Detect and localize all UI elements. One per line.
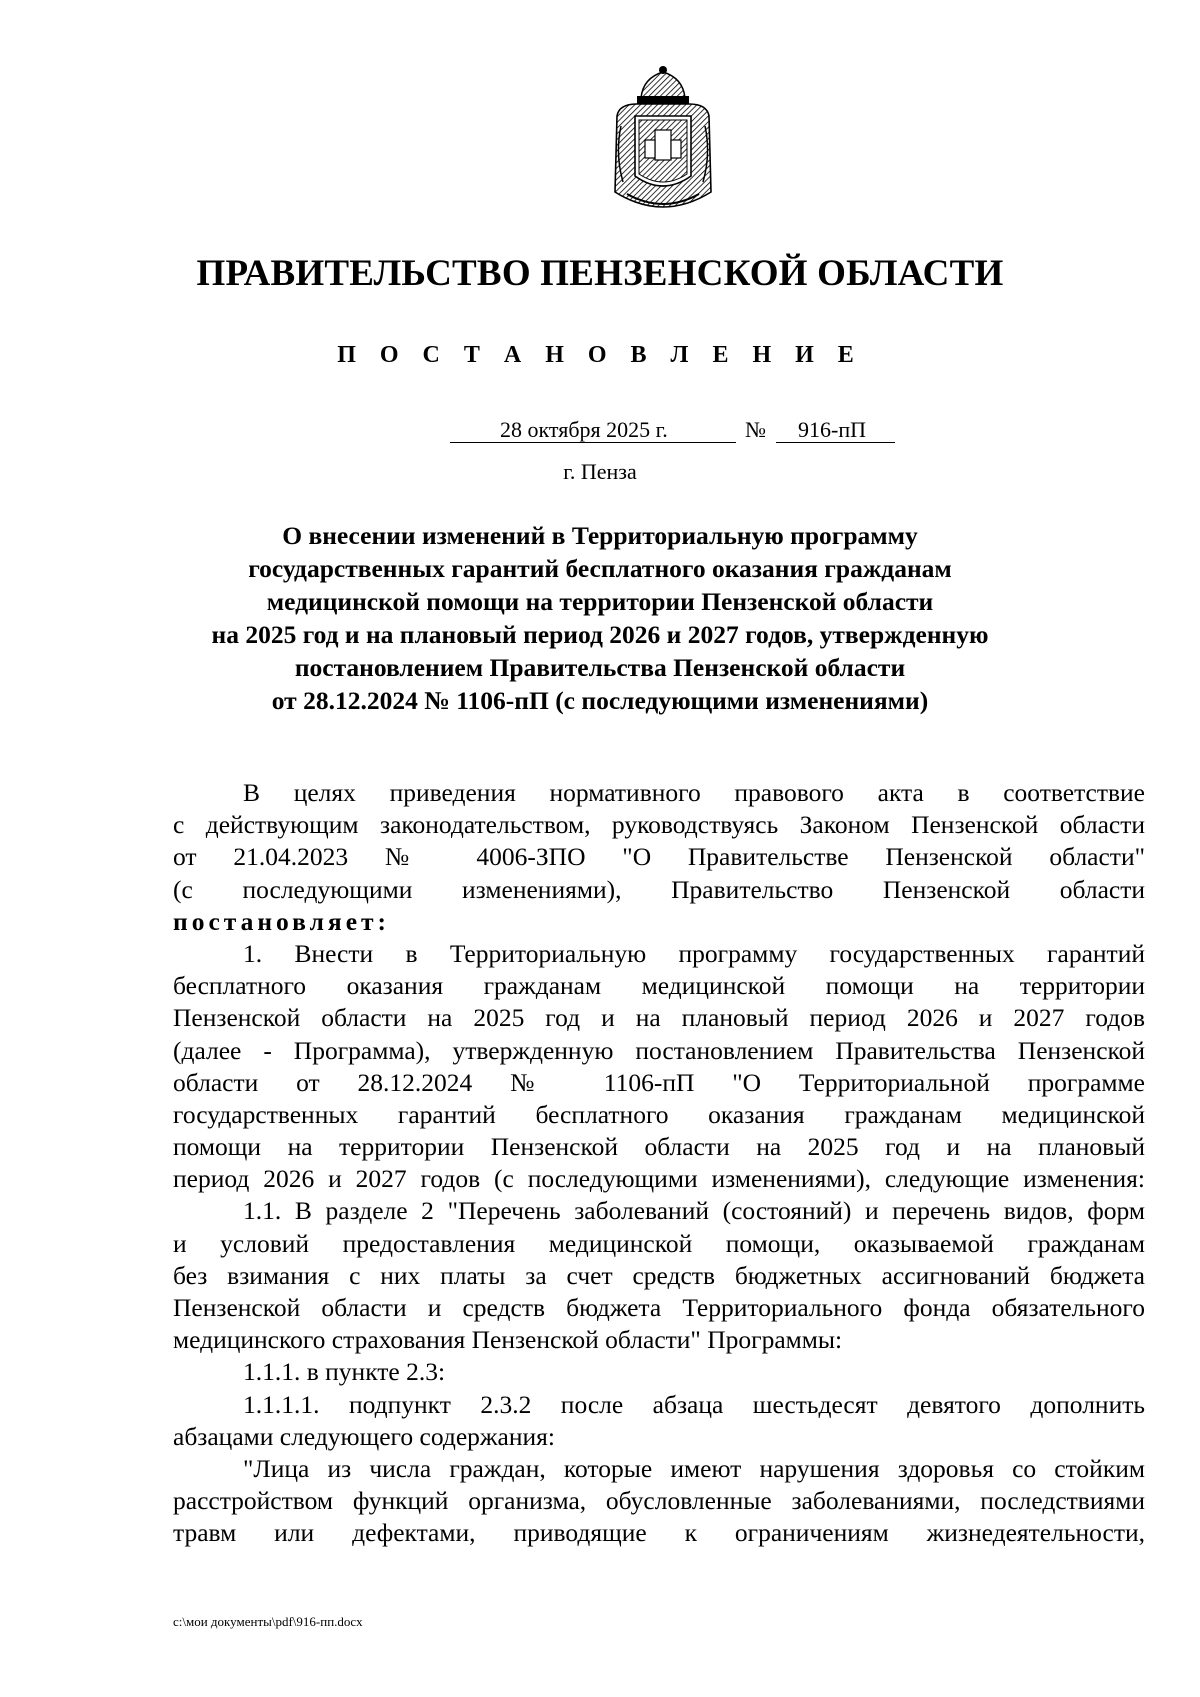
organization-title: ПРАВИТЕЛЬСТВО ПЕНЗЕНСКОЙ ОБЛАСТИ <box>196 253 1004 294</box>
document-body <box>173 777 1145 1550</box>
body-line: травм или дефектами, приводящие к ограничениям жизнедеятельности, <box>173 1518 1145 1548</box>
body-line: период 2026 и 2027 годов (с последующими изменениями), следующие изменения: <box>173 1164 1145 1194</box>
body-line: (с последующими изменениями), Правительство Пензенской области <box>173 874 1145 904</box>
title-line: от 28.12.2024 № 1106-пП (с последующими изменениями) <box>271 686 929 715</box>
resolves-word: постановляет: <box>173 906 391 936</box>
document-number: 916-пП <box>798 417 866 442</box>
document-title <box>150 519 1050 717</box>
number-sign: № <box>745 417 766 442</box>
body-line: области от 28.12.2024 № 1106-пП "О Территориальной программе <box>173 1067 1145 1097</box>
title-line: постановлением Правительства Пензенской области <box>294 653 906 682</box>
coat-of-arms-icon <box>607 64 719 216</box>
body-line: от 21.04.2023 № 4006-ЗПО "О Правительстве Пензенской области" <box>173 842 1145 872</box>
city: г. Пенза <box>563 459 637 484</box>
title-line: медицинской помощи на территории Пензенской области <box>266 587 934 616</box>
body-line: государственных гарантий бесплатного оказания гражданам медицинской <box>173 1099 1145 1129</box>
body-line: 1.1.1. в пункте 2.3: <box>243 1357 446 1387</box>
body-line: без взимания с них платы за счет средств бюджетных ассигнований бюджета <box>173 1260 1145 1290</box>
body-line: (далее - Программа), утвержденную постановлением Правительства Пензенской <box>173 1035 1145 1065</box>
date-number-line <box>450 417 895 449</box>
body-line: расстройством функций организма, обусловленные заболеваниями, последствиями <box>173 1486 1145 1516</box>
document-type: П О С Т А Н О В Л Е Н И Е <box>337 342 863 368</box>
document-date: 28 октября 2025 г. <box>500 417 668 442</box>
body-line: 1.1.1.1. подпункт 2.3.2 после абзаца шестьдесят девятого дополнить <box>243 1389 1145 1419</box>
body-line: Пензенской области на 2025 год и на плановый период 2026 и 2027 годов <box>173 1003 1145 1033</box>
body-line: бесплатного оказания гражданам медицинской помощи на территории <box>173 971 1145 1001</box>
body-line: 1.1. В разделе 2 "Перечень заболеваний (состояний) и перечень видов, форм <box>243 1196 1145 1226</box>
title-line: государственных гарантий бесплатного оказания гражданам <box>248 554 952 583</box>
body-line: с действующим законодательством, руководствуясь Законом Пензенской области <box>173 810 1145 840</box>
body-line: медицинского страхования Пензенской области" Программы: <box>173 1325 843 1355</box>
body-line: помощи на территории Пензенской области на 2025 год и на плановый <box>173 1132 1145 1162</box>
body-line: абзацами следующего содержания: <box>173 1421 555 1451</box>
body-line: В целях приведения нормативного правового акта в соответствие <box>243 778 1145 807</box>
file-path: c:\мои документы\pdf\916-пп.docx <box>173 1614 363 1629</box>
body-line <box>173 906 1145 938</box>
title-line: на 2025 год и на плановый период 2026 и 2027 годов, утвержденную <box>211 620 989 649</box>
body-line: "Лица из числа граждан, которые имеют нарушения здоровья со стойким <box>243 1453 1145 1483</box>
title-line: О внесении изменений в Территориальную программу <box>282 521 918 550</box>
body-line: 1. Внести в Территориальную программу государственных гарантий <box>243 938 1145 968</box>
body-line: и условий предоставления медицинской помощи, оказываемой гражданам <box>173 1228 1145 1258</box>
body-line: Пензенской области и средств бюджета Территориального фонда обязательного <box>173 1293 1145 1322</box>
